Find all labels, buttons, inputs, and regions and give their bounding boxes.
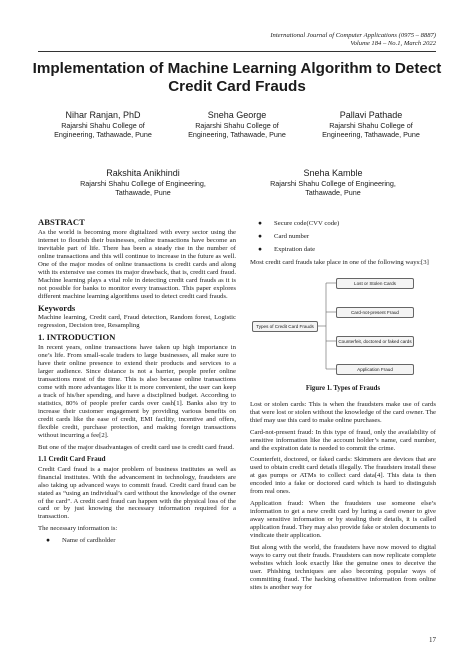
author-affiliation: Engineering, Tathawade, Pune	[188, 130, 286, 140]
introduction-heading: 1. INTRODUCTION	[38, 332, 116, 343]
author-affiliation: Rajarshi Shahu College of Engineering,	[270, 179, 396, 188]
author-1	[38, 110, 168, 139]
author-affiliation: Engineering, Tathawade, Pune	[54, 130, 152, 140]
bullet-item	[38, 537, 236, 545]
bullet-text: Secure code(CVV code)	[274, 220, 340, 227]
bullet-icon: ●	[258, 245, 263, 253]
diagram-root-node: Types of Credit Card Frauds	[252, 321, 318, 332]
bullet-item	[250, 220, 436, 228]
bullet-icon: ●	[258, 220, 263, 227]
diagram-node: Application Fraud	[336, 364, 414, 375]
diagram-node: Counterfeit, doctored or faked cards	[336, 336, 414, 347]
types-intro: Most credit card frauds take place in one of the following ways:[3]	[250, 258, 429, 266]
bullet-item	[250, 246, 436, 254]
introduction-paragraph: But one of the major disadvantages of credit card use is credit card fraud.	[38, 443, 235, 451]
body-paragraph: Card-not-present fraud: In this type of fraud, only the availability of sensitive information like the account holder’s name, card number, and the expiration date is needed to commit the crime.	[250, 428, 436, 452]
author-name: Sneha George	[207, 110, 267, 120]
introduction-paragraph: In recent years, online transactions have taken up high importance in one’s life. From small-scale traders to large businesses, all make sure to have their online presence to extend their products and services to a larger audience. Since distance is not a barrier, people prefer online transactions most of the time. This is also because online transactions come with more advantages like it is more convenient, the user can keep a track of his/her spending, and have a disciplined budget. According to statistics, 80% of people prefer cards over cash[1]. Banks also try to increase their customer engagement by providing various benefits on credit cards like the ease of credit, EMI facility, incentive and offers, flexible credit, purchase protection, and making foreign transactions without incurring a fee[2].	[38, 344, 236, 439]
author-affiliation: Rajarshi Shahu College of Engineering,	[80, 179, 206, 188]
bullet-icon: ●	[258, 232, 263, 240]
diagram-node: Lost or Stolen Cards	[336, 278, 414, 289]
page-number: 17	[429, 636, 436, 644]
author-name: Sneha Kamble	[303, 168, 363, 178]
author-4	[58, 168, 228, 197]
author-affiliation: Rajarshi Shahu College of	[329, 121, 413, 130]
bullet-text: Card number	[274, 232, 310, 240]
subsection-heading: 1.1 Credit Card Fraud	[38, 454, 106, 463]
paper-title: Implementation of Machine Learning Algorithm to Detect Credit Card Frauds	[32, 60, 442, 95]
author-name: Rakshita Anikhindi	[106, 168, 180, 178]
header-rule	[38, 51, 436, 52]
necessary-info-line: The necessary information is:	[38, 525, 118, 533]
journal-name: International Journal of Computer Applications (0975 – 8887)	[270, 32, 436, 39]
author-2	[172, 110, 302, 139]
right-column	[250, 220, 436, 596]
journal-volume: Volume 184 – No.1, March 2022	[350, 40, 436, 47]
running-header	[270, 32, 436, 48]
bullet-text: Expiration date	[274, 245, 316, 253]
author-affiliation: Rajarshi Shahu College of	[61, 121, 145, 130]
bullet-icon: ●	[46, 537, 51, 545]
body-paragraph: Lost or stolen cards: This is when the fraudsters make use of cards that were lost or stolen without the knowledge of the card owner. The thief may use this card to make online purchases.	[250, 400, 436, 424]
left-column	[38, 215, 236, 550]
body-paragraph: But along with the world, the fraudsters have now moved to digital ways to carry out their frauds. Fraudsters can now replicate complete websites which look exactly like the genuine ones to deceive the user. Phishing techniques are also becoming popular ways of committing fraud. The hacking ofsensitive information from online sites is another way for	[250, 544, 436, 591]
author-affiliation: Engineering, Tathawade, Pune	[322, 130, 420, 140]
author-name: Nihar Ranjan, PhD	[65, 110, 141, 120]
credit-card-fraud-paragraph: Credit Card fraud is a major problem of business institutes as well as financial institutes. With the advancement in technology, fraudsters are also taking up advanced ways to commit fraud. Credit card fraud can be stated as “using an individual’s card without the knowledge of the owner of the card”. A credit card fraud can happen with the physical loss of the card or by just knowing the necessary information required for a transaction.	[38, 465, 236, 521]
author-name: Pallavi Pathade	[339, 110, 403, 120]
author-5	[248, 168, 418, 197]
body-paragraph: Counterfeit, doctored, or faked cards: Skimmers are devices that are used to obtain credit card details illegally. The fraudsters install these at gas pumps or ATMs to collect card data[4]. This data is then encoded into a fake or doctored card which is hard to distinguish from real ones.	[250, 456, 436, 496]
keywords-heading: Keywords	[38, 302, 76, 313]
abstract-heading: ABSTRACT	[38, 217, 85, 227]
body-paragraph: Application fraud: When the fraudsters use someone else’s information to get a new credit card by luring a card owner to give away sensitive information or by stealing their details, it is called application fraud. They may also provide fake or stolen documents to vindicate their application.	[250, 500, 436, 540]
author-affiliation: Rajarshi Shahu College of	[195, 121, 279, 130]
fraud-types-diagram	[250, 271, 448, 381]
diagram-node: Card-not-present Fraud	[336, 307, 414, 318]
figure-caption: Figure 1. Types of Frauds	[305, 384, 381, 392]
author-affiliation: Tathawade, Pune	[115, 188, 171, 198]
bullet-item	[250, 233, 436, 241]
author-3	[306, 110, 436, 139]
keywords-text: Machine learning, Credit card, Fraud detection, Random forest, Logistic regression, Decision tree, Resampling	[38, 314, 236, 330]
bullet-text: Name of cardholder	[62, 537, 116, 545]
author-affiliation: Tathawade, Pune	[305, 188, 361, 198]
abstract-text: As the world is becoming more digitalized with every sector using the internet to flourish their businesses, online transactions have become an inevitable part of life. There has been a steady rise in the number of online transactions and this will continue to increase in the future as well. One of the major modes of online transactions is credit cards and along with its extensive use comes its major drawback, that is, credit card fraud. Machine learning plays a vital role in detecting credit card frauds as it is not possible for banks to monitor every transaction. This paper explores different machine learning algorithms used to detect credit card frauds.	[38, 228, 236, 300]
